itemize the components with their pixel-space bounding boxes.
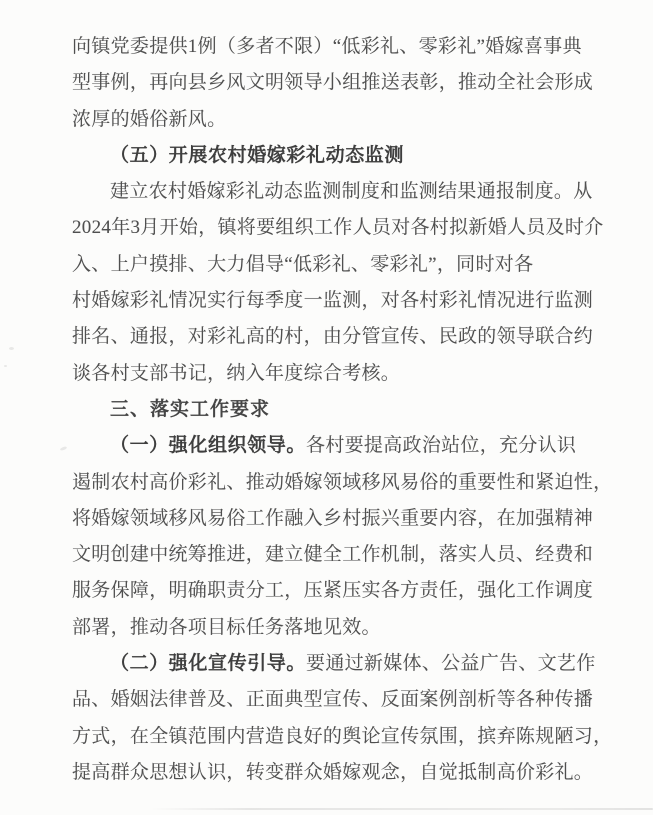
text-line — [72, 65, 602, 101]
text-line — [72, 102, 602, 138]
text-line — [72, 755, 602, 791]
text-line — [72, 646, 602, 682]
line-text: 部署，推动各项目标任务落地见效。 — [72, 616, 381, 638]
text-line — [72, 174, 602, 210]
chapter-heading-line — [72, 392, 602, 428]
text-line — [72, 719, 613, 755]
line-text: 谈各村支部书记，纳入年度综合考核。 — [72, 362, 401, 384]
line-text: 方式，在全镇范围内营造良好的舆论宣传氛围，摈弃陈规陋习， — [72, 725, 613, 747]
line-bold-lead: （一）强化组织领导。 — [110, 435, 307, 457]
line-text: 服务保障，明确职责分工，压紧压实各方责任，强化工作调度 — [72, 580, 594, 602]
text-line — [72, 465, 613, 501]
line-text: 浓厚的婚俗新风。 — [72, 108, 227, 130]
section-heading: （五）开展农村婚嫁彩礼动态监测 — [110, 144, 405, 166]
chapter-heading: 三、落实工作要求 — [110, 398, 271, 420]
text-line — [72, 501, 602, 537]
text-line — [72, 537, 602, 573]
text-line — [72, 610, 602, 646]
line-text: 排名、通报，对彩礼高的村，由分管宣传、民政的领导联合约 — [72, 326, 594, 348]
scan-speck — [60, 446, 68, 451]
line-text: 建立农村婚嫁彩礼动态监测制度和监测结果通报制度。从 — [110, 181, 593, 203]
line-bold-lead: （二）强化宣传引导。 — [110, 653, 307, 675]
text-line — [72, 573, 602, 609]
text-line — [72, 428, 602, 464]
line-text: 文明创建中统筹推进，建立健全工作机制，落实人员、经费和 — [72, 544, 594, 566]
line-text: 遏制农村高价彩礼、推动婚嫁领域移风易俗的重要性和紧迫性， — [72, 471, 613, 493]
line-text: 村婚嫁彩礼情况实行每季度一监测，对各村彩礼情况进行监测 — [72, 290, 594, 312]
text-line — [72, 210, 602, 246]
line-text: 入、上户摸排、大力倡导“低彩礼、零彩礼”，同时对各 — [72, 253, 534, 275]
line-text: 要通过新媒体、公益广告、文艺作 — [306, 653, 596, 675]
line-text: 提高群众思想认识，转变群众婚嫁观念，自觉抵制高价彩礼。 — [72, 761, 594, 783]
scan-speck — [4, 365, 7, 367]
scan-speck — [9, 347, 14, 350]
scan-edge-shadow — [150, 808, 653, 810]
line-text: 向镇党委提供1例（多者不限）“低彩礼、零彩礼”婚嫁喜事典 — [72, 36, 582, 57]
text-line — [72, 356, 602, 392]
line-text: 品、婚姻法律普及、正面典型宣传、反面案例剖析等各种传播 — [72, 689, 594, 711]
line-text: 型事例，再向县乡风文明领导小组推送表彰，推动全社会形成 — [72, 72, 594, 94]
document-content — [72, 29, 613, 791]
line-text: 将婚嫁领域移风易俗工作融入乡村振兴重要内容，在加强精神 — [72, 507, 594, 529]
text-line — [72, 29, 602, 65]
text-line — [72, 283, 602, 319]
line-text: 2024年3月开始，镇将要组织工作人员对各村拟新婚人员及时介 — [72, 217, 604, 239]
section-heading-line — [72, 138, 602, 174]
text-line — [72, 247, 602, 283]
text-line — [72, 319, 602, 355]
line-text: 各村要提高政治站位，充分认识 — [306, 435, 577, 457]
text-line — [72, 682, 602, 718]
